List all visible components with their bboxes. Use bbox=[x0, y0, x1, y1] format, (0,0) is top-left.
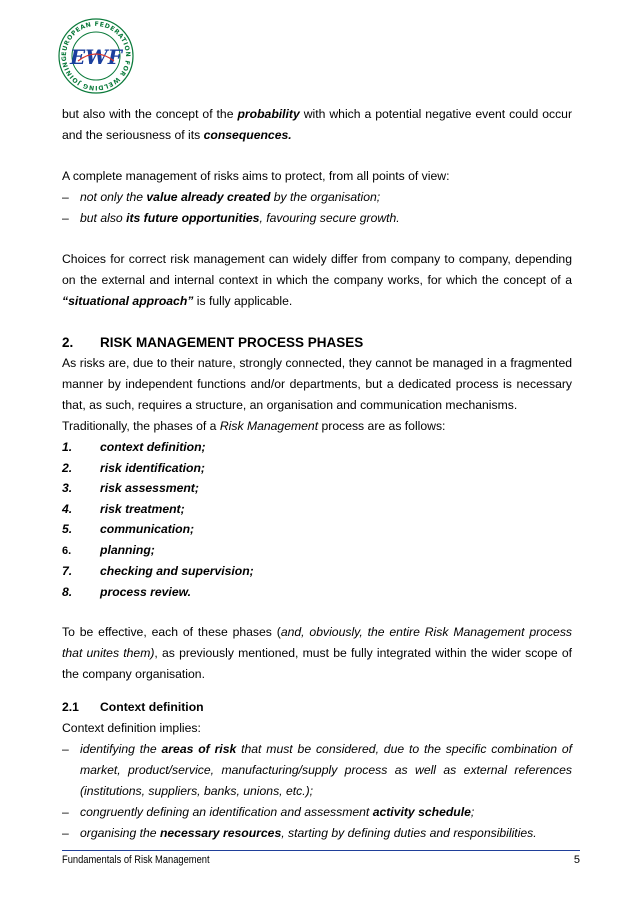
phase-text: risk assessment; bbox=[100, 481, 199, 495]
bullet-item bbox=[62, 802, 572, 823]
svg-text:EUROPEAN FEDERATION FOR WELDIN: EUROPEAN FEDERATION FOR WELDING JOINING bbox=[60, 20, 132, 92]
bullet-item bbox=[62, 823, 572, 844]
section-heading bbox=[62, 332, 572, 353]
text-run: To be effective, each of these phases ( bbox=[62, 625, 281, 639]
text-run: , starting by defining duties and responsibilities. bbox=[281, 826, 537, 840]
subsection-number: 2.1 bbox=[62, 700, 79, 714]
text-run: Choices for correct risk management can widely differ from company to company, depending on the external and internal context in which the company works, for which the concept of a bbox=[62, 252, 572, 287]
text-run: Traditionally, the phases of a bbox=[62, 419, 220, 433]
text-run: probability bbox=[237, 107, 300, 121]
text-run: consequences. bbox=[203, 128, 292, 142]
phase-number: 6. bbox=[62, 544, 72, 557]
text-run: its future opportunities bbox=[126, 211, 260, 225]
phase-text: risk treatment; bbox=[100, 501, 185, 516]
phase-number: 5. bbox=[62, 522, 73, 536]
paragraph-implies: Context definition implies: bbox=[62, 721, 201, 735]
paragraph-probability bbox=[62, 104, 572, 146]
phase-number: 4. bbox=[62, 501, 73, 516]
page-footer bbox=[62, 850, 580, 866]
subsection-heading bbox=[62, 697, 572, 718]
phase-number: 2. bbox=[62, 460, 73, 475]
phase-text: process review. bbox=[100, 584, 192, 599]
section-title: RISK MANAGEMENT PROCESS PHASES bbox=[100, 335, 364, 350]
text-run: ; bbox=[470, 805, 475, 819]
text-run: by the organisation; bbox=[270, 190, 381, 204]
phase-text: context definition; bbox=[100, 440, 206, 454]
text-run: but also bbox=[80, 211, 127, 225]
ewf-logo bbox=[56, 16, 136, 96]
paragraph-effective bbox=[62, 622, 572, 685]
text-run: that must be considered, due to the specific combination of market, product/service, manufacturing/supply process as well as external references (institutions, suppliers, banks, unions, etc.); bbox=[80, 742, 572, 798]
phase-item bbox=[62, 458, 572, 479]
phase-item bbox=[62, 437, 572, 458]
phase-item bbox=[62, 519, 572, 540]
text-run: Risk Management bbox=[219, 419, 319, 433]
text-run: , favouring secure growth. bbox=[259, 211, 400, 225]
logo-text: EWF bbox=[70, 45, 122, 69]
text-run: with which a potential negative event could occur and the seriousness of its bbox=[62, 107, 572, 142]
phase-number: 7. bbox=[62, 564, 73, 578]
page-number: 5 bbox=[573, 854, 580, 866]
phase-number: 1. bbox=[62, 440, 73, 454]
subsection-title: Context definition bbox=[100, 700, 204, 714]
page-content bbox=[62, 104, 572, 844]
bullet-item bbox=[62, 739, 572, 802]
paragraph-nature: As risks are, due to their nature, strongly connected, they cannot be managed in a fragmented manner by independent functions and/or departments, but a dedicated process is necessary that, as such, requires a structure, an organisation and communication mechanisms. bbox=[62, 356, 572, 412]
phase-text: planning; bbox=[100, 542, 155, 557]
text-run: process are as follows: bbox=[318, 419, 446, 433]
text-run: organising the bbox=[80, 826, 160, 840]
text-run: identifying the bbox=[80, 742, 162, 756]
phase-item bbox=[62, 478, 572, 499]
paragraph-traditionally bbox=[62, 416, 572, 437]
dash-icon: – bbox=[62, 190, 69, 204]
section-number: 2. bbox=[62, 335, 74, 350]
dash-icon: – bbox=[62, 742, 69, 756]
text-run: but also with the concept of the bbox=[62, 107, 238, 121]
text-run: and, obviously, the entire Risk Management process that unites them) bbox=[62, 625, 573, 660]
bullet-item bbox=[62, 208, 572, 229]
text-run: necessary resources bbox=[159, 826, 282, 840]
phase-item bbox=[62, 499, 572, 520]
text-run: value already created bbox=[146, 190, 271, 204]
bullet-item bbox=[62, 187, 572, 208]
text-run: areas of risk bbox=[161, 742, 237, 756]
phase-item bbox=[62, 540, 572, 562]
text-run: congruently defining an identification and assessment bbox=[80, 805, 373, 819]
phase-number: 3. bbox=[62, 481, 73, 495]
phase-text: checking and supervision; bbox=[100, 564, 254, 578]
dash-icon: – bbox=[62, 826, 69, 840]
bullet-list-context bbox=[62, 739, 572, 844]
paragraph-protect: A complete management of risks aims to protect, from all points of view: bbox=[62, 169, 450, 183]
phase-text: communication; bbox=[100, 522, 195, 536]
text-run: activity schedule bbox=[372, 805, 471, 819]
text-run: is fully applicable. bbox=[193, 294, 293, 308]
footer-title: Fundamentals of Risk Management bbox=[62, 854, 210, 866]
text-run: , as previously mentioned, must be fully integrated within the wider scope of the company organisation. bbox=[62, 646, 572, 681]
dash-icon: – bbox=[62, 211, 69, 225]
text-run: “situational approach” bbox=[62, 294, 194, 308]
dash-icon: – bbox=[62, 805, 69, 819]
bullet-list-protect bbox=[62, 187, 572, 229]
phase-item bbox=[62, 561, 572, 582]
phase-text: risk identification; bbox=[100, 460, 205, 475]
phase-number: 8. bbox=[62, 584, 73, 599]
text-run: not only the bbox=[80, 190, 147, 204]
paragraph-choices bbox=[62, 249, 572, 312]
phase-item bbox=[62, 582, 572, 603]
phase-list bbox=[62, 437, 572, 602]
